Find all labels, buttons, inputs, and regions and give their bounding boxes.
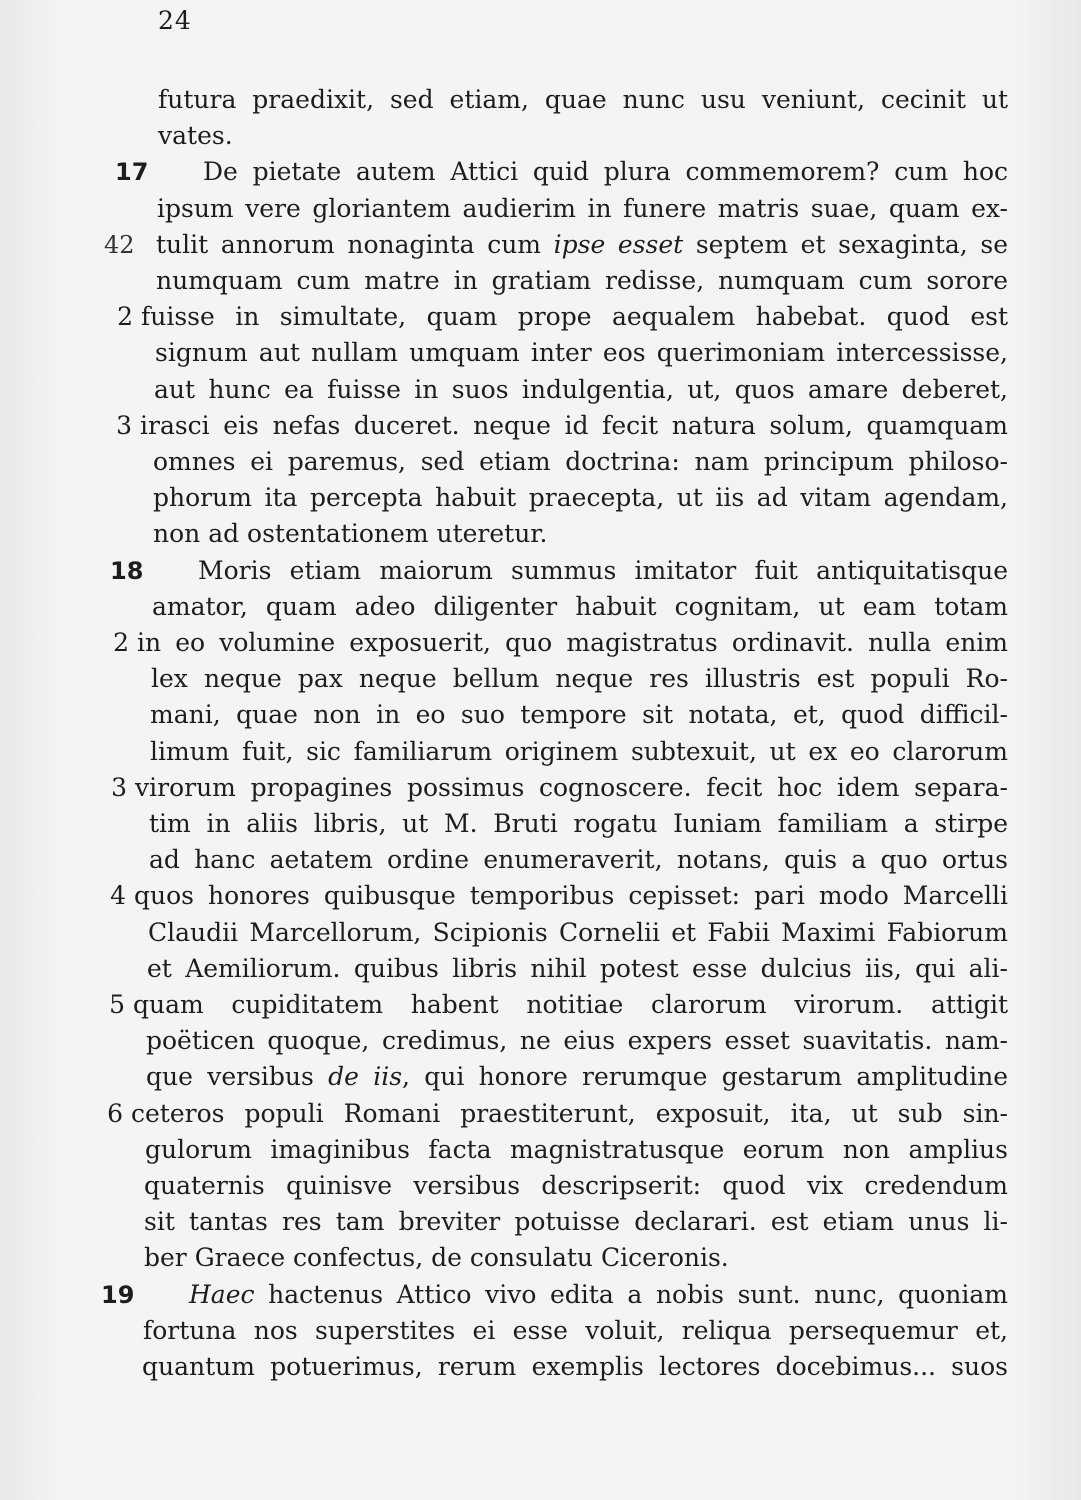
text-line <box>142 1349 1008 1385</box>
paragraph-number: 6 <box>107 1099 123 1128</box>
line-text: non ad ostentationem uteretur. <box>153 519 548 548</box>
section-number: 18 <box>110 557 144 585</box>
line-text: limum fuit, sic familiarum originem subtexuit, ut ex eo clarorum <box>150 737 1008 766</box>
line-text: vates. <box>158 121 233 150</box>
line-text: lex neque pax neque bellum neque res illustris est populi Ro- <box>151 664 1008 693</box>
line-text: signum aut nullam umquam inter eos querimoniam intercessisse, <box>155 338 1008 367</box>
line-text: virorum propagines possimus cognoscere. fecit hoc idem separa- <box>135 773 1008 802</box>
text-line <box>156 263 1008 299</box>
text-line <box>147 951 1008 987</box>
line-text: ipsum vere gloriantem audierim in funere matris suae, quam ex- <box>157 194 1008 223</box>
line-text: tim in aliis libris, ut M. Bruti rogatu Iuniam familiam a stirpe <box>149 809 1008 838</box>
line-text: numquam cum matre in gratiam redisse, numquam cum sorore <box>156 266 1008 295</box>
text-line <box>158 82 1008 118</box>
line-text: fortuna nos superstites ei esse voluit, reliqua persequemur et, <box>143 1316 1008 1345</box>
text-line <box>156 227 1008 263</box>
text-line <box>150 734 1008 770</box>
text-line <box>151 661 1008 697</box>
line-text: ceteros populi Romani praestiterunt, exposuit, ita, ut sub sin- <box>131 1099 1008 1128</box>
line-text: ber Graece confectus, de consulatu Ciceronis. <box>144 1243 729 1272</box>
paragraph-number: 3 <box>116 411 132 440</box>
italic-text: de iis <box>328 1062 403 1091</box>
line-text: fuisse in simultate, quam prope aequalem habebat. quod est <box>141 302 1008 331</box>
line-text: omnes ei paremus, sed etiam doctrina: nam principum philoso- <box>153 447 1008 476</box>
line-text: , qui honore rerumque gestarum amplitudine <box>402 1062 1009 1091</box>
text-line <box>134 878 1008 914</box>
italic-text: Haec <box>189 1280 255 1309</box>
paragraph-number: 3 <box>111 773 127 802</box>
line-text: Moris etiam maiorum summus imitator fuit antiquitatisque <box>198 556 1008 585</box>
text-line <box>131 1096 1008 1132</box>
text-line <box>149 842 1008 878</box>
paragraph-number: 5 <box>109 990 125 1019</box>
paragraph-number: 2 <box>113 628 129 657</box>
text-line <box>144 1204 1008 1240</box>
chapter-number: 42 <box>104 231 135 259</box>
text-line <box>153 480 1008 516</box>
line-text: in eo volumine exposuerit, quo magistratus ordinavit. nulla enim <box>137 628 1008 657</box>
line-text: hactenus Attico vivo edita a nobis sunt. nunc, quoniam <box>254 1280 1008 1309</box>
text-line <box>154 372 1008 408</box>
paragraph-number: 4 <box>110 881 126 910</box>
text-line <box>157 154 1008 190</box>
text-line <box>137 625 1008 661</box>
line-text: quaternis quinisve versibus descripserit: quod vix credendum <box>144 1171 1008 1200</box>
line-text: De pietate autem Attici quid plura commemorem? cum hoc <box>203 157 1008 186</box>
text-line <box>143 1277 1008 1313</box>
line-text: quos honores quibusque temporibus cepisset: pari modo Marcelli <box>134 881 1008 910</box>
line-text: Claudii Marcellorum, Scipionis Cornelii et Fabii Maximi Fabiorum <box>148 918 1008 947</box>
line-text: sit tantas res tam breviter potuisse declarari. est etiam unus li- <box>144 1207 1008 1236</box>
paragraph-number: 2 <box>117 302 133 331</box>
line-text: tulit annorum nonaginta cum <box>156 230 554 259</box>
line-text: irasci eis nefas duceret. neque id fecit natura solum, quamquam <box>140 411 1008 440</box>
text-line <box>152 553 1008 589</box>
text-line <box>141 299 1008 335</box>
text-line <box>140 408 1008 444</box>
text-line <box>149 806 1008 842</box>
line-text: futura praedixit, sed etiam, quae nunc usu veniunt, cecinit ut <box>158 85 1008 114</box>
text-line <box>153 516 1008 552</box>
line-text: aut hunc ea fuisse in suos indulgentia, ut, quos amare deberet, <box>154 375 1008 404</box>
text-line <box>135 770 1008 806</box>
text-line <box>144 1240 1008 1276</box>
line-text: que versibus <box>146 1062 329 1091</box>
line-text: mani, quae non in eo suo tempore sit notata, et, quod difficil- <box>150 700 1008 729</box>
text-line <box>144 1168 1008 1204</box>
text-line <box>145 1132 1008 1168</box>
line-text: et Aemiliorum. quibus libris nihil potest esse dulcius iis, qui ali- <box>147 954 1008 983</box>
line-text: quam cupiditatem habent notitiae clarorum virorum. attigit <box>133 990 1008 1019</box>
italic-text: ipse esset <box>553 230 684 259</box>
text-line <box>155 335 1008 371</box>
text-line <box>146 1059 1008 1095</box>
line-text: phorum ita percepta habuit praecepta, ut iis ad vitam agendam, <box>153 483 1008 512</box>
line-text: septem et sexaginta, se <box>683 230 1009 259</box>
text-line <box>152 589 1008 625</box>
text-line <box>150 697 1008 733</box>
line-text: poëticen quoque, credimus, ne eius expers esset suavitatis. nam- <box>146 1026 1008 1055</box>
text-line <box>133 987 1008 1023</box>
text-line <box>157 191 1008 227</box>
text-line <box>148 915 1008 951</box>
text-line <box>146 1023 1008 1059</box>
section-number: 17 <box>115 158 149 186</box>
line-text: gulorum imaginibus facta magnistratusque eorum non amplius <box>145 1135 1008 1164</box>
section-number: 19 <box>101 1281 135 1309</box>
line-text: quantum potuerimus, rerum exemplis lectores docebimus... suos <box>142 1352 1008 1381</box>
page-number: 24 <box>158 6 192 35</box>
text-line <box>153 444 1008 480</box>
line-text: amator, quam adeo diligenter habuit cognitam, ut eam totam <box>152 592 1008 621</box>
text-line <box>143 1313 1008 1349</box>
text-line <box>158 118 1008 154</box>
line-text: ad hanc aetatem ordine enumeraverit, notans, quis a quo ortus <box>149 845 1008 874</box>
